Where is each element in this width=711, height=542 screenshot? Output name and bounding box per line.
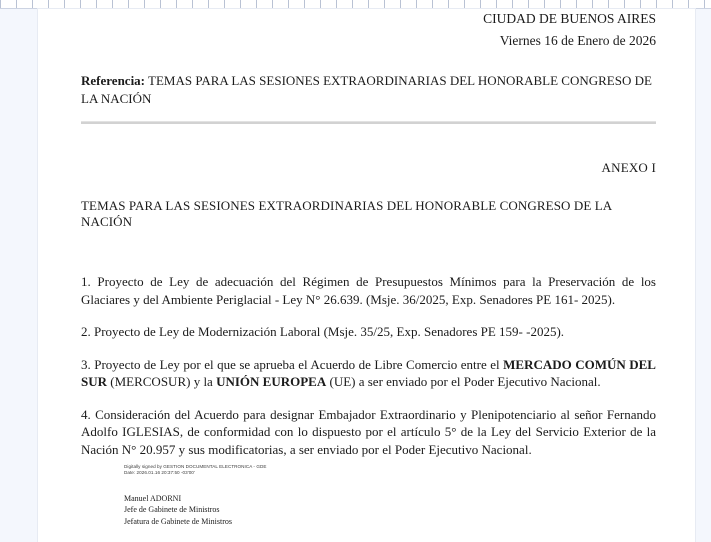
agenda-item-list [81,273,656,458]
signature-stamp-signer: Digitally signed by GESTION DOCUMENTAL ELECTRONICA - GDE [124,464,267,469]
digital-signature-stamp [124,464,424,476]
document-header [81,9,656,50]
agenda-item-3 [81,356,656,391]
document-body [81,9,656,542]
document-title: TEMAS PARA LAS SESIONES EXTRAORDINARIAS DEL HONORABLE CONGRESO DE LA NACIÓN [81,198,612,229]
signature-block [124,464,424,527]
signature-stamp-date: Date: 2026.01.16 20:37:50 -03'00' [124,469,195,475]
agenda-item-3-emphasis-mercosur: MERCADO COMÚN DEL SUR [81,356,656,389]
page-right-gutter [695,9,711,542]
reference-text: TEMAS PARA LAS SESIONES EXTRAORDINARIAS DEL HONORABLE CONGRESO DE LA NACIÓN [81,73,652,106]
city-line: CIUDAD DE BUENOS AIRES [483,11,656,26]
agenda-item-1: 1. Proyecto de Ley de adecuación del Régimen de Presupuestos Mínimos para la Preservación de los Glaciares y del Ambiente Periglacial - Ley N° 26.639. (Msje. 36/2025, Exp. Senadores PE 161- 2025). [81,274,656,307]
reference-label: Referencia: [81,73,146,88]
date-line: Viernes 16 de Enero de 2026 [499,33,656,48]
agenda-item-3-text-mid: (MERCOSUR) y la [107,374,217,389]
agenda-item-4: 4. Consideración del Acuerdo para designar Embajador Extraordinario y Plenipotenciario al señor Fernando Adolfo IGLESIAS, de conformidad con lo dispuesto por el artículo 5° de la Ley del Servicio Exterior de la Nación N° 20.957 y sus modificatorias, a ser enviado por el Poder Ejecutivo Nacional. [81,406,656,457]
signatory-name: Manuel ADORNI [124,493,182,503]
agenda-item-3-text-after: (UE) a ser enviado por el Poder Ejecutivo Nacional. [326,374,601,389]
horizontal-ruler [0,0,711,9]
header-divider [81,121,656,124]
agenda-item-3-emphasis-union-europea: UNIÓN EUROPEA [216,374,327,389]
agenda-item-2: 2. Proyecto de Ley de Modernización Laboral (Msje. 35/25, Exp. Senadores PE 159- -2025). [81,324,565,339]
signatory-details [124,493,424,528]
signatory-office: Jefatura de Gabinete de Ministros [124,516,232,526]
reference-block [81,72,656,107]
agenda-item-3-text-before: 3. Proyecto de Ley por el que se aprueba el Acuerdo de Libre Comercio entre el [81,356,504,372]
document-page [38,9,695,542]
signatory-role: Jefe de Gabinete de Ministros [124,505,220,515]
annex-label: ANEXO I [601,160,656,175]
